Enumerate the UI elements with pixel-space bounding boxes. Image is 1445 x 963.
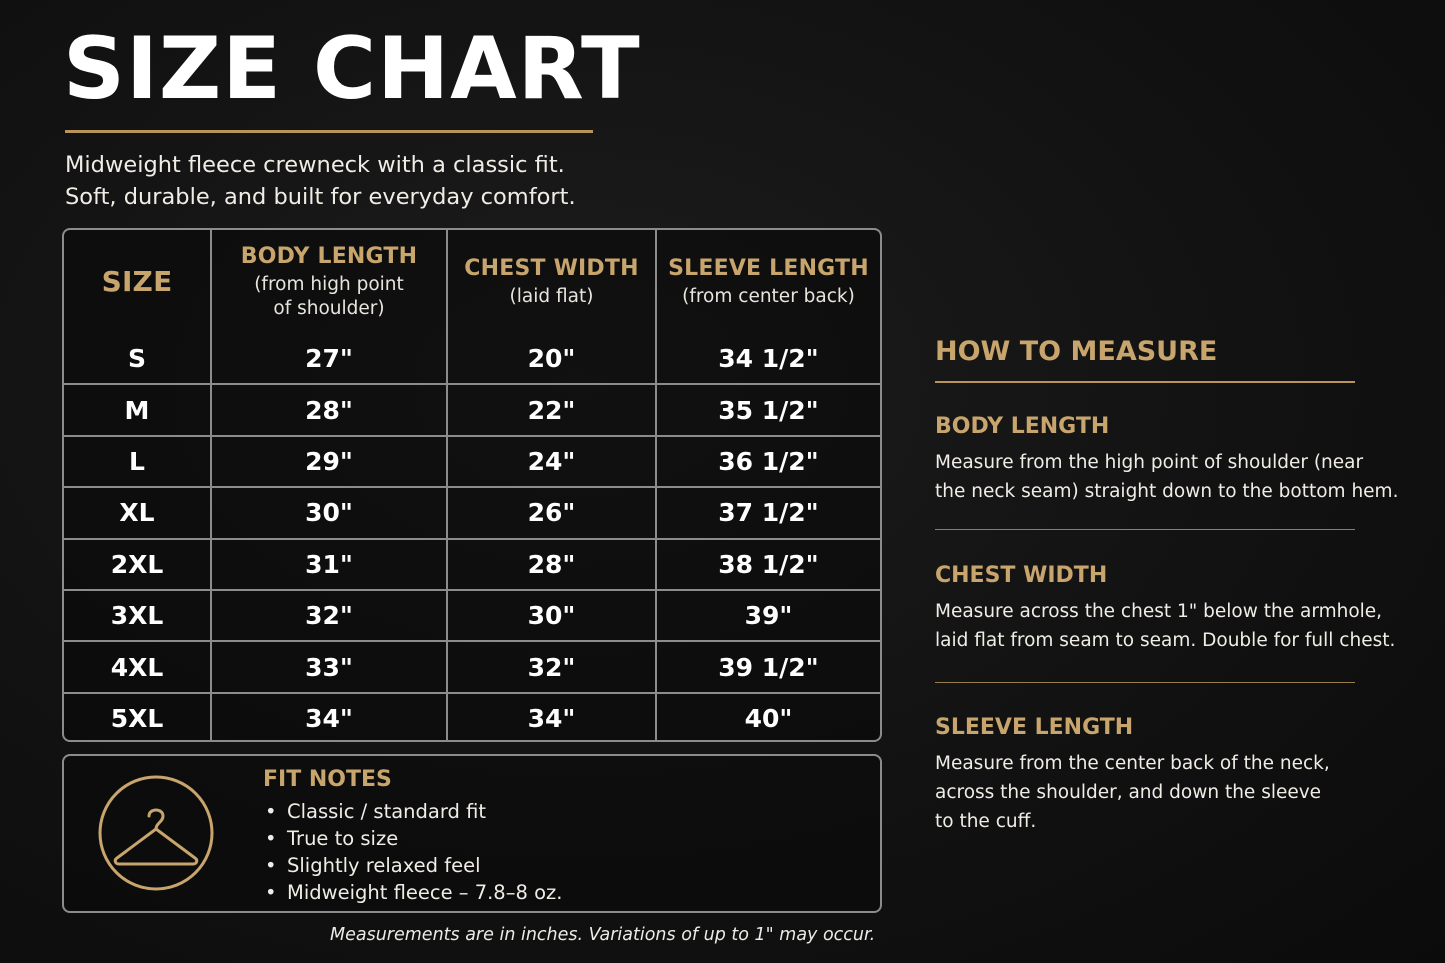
measure-text-body-length: Measure from the high point of shoulder (near the neck seam) straight down to the bottom hem. (935, 452, 1399, 502)
subtitle (65, 149, 685, 213)
fit-notes-title: FIT NOTES (263, 767, 392, 792)
fit-notes-box (62, 754, 882, 913)
cell-sleeve-length: 35 1/2" (656, 384, 880, 435)
measure-heading-body-length: BODY LENGTH (935, 414, 1110, 439)
cell-chest-width: 26" (447, 487, 656, 538)
header-sleeve-length-note: (from center back) (682, 285, 855, 307)
table-header-row (64, 230, 880, 333)
hanger-icon (97, 774, 215, 892)
cell-body-length: 32" (211, 590, 447, 641)
cell-chest-width: 30" (447, 590, 656, 641)
table-row (64, 384, 880, 435)
cell-chest-width: 22" (447, 384, 656, 435)
cell-size: M (64, 384, 211, 435)
measure-heading-sleeve-length: SLEEVE LENGTH (935, 715, 1134, 740)
list-item: • Midweight fleece – 7.8–8 oz. (263, 879, 562, 906)
cell-sleeve-length: 37 1/2" (656, 487, 880, 538)
cell-body-length: 28" (211, 384, 447, 435)
how-to-measure-underline (935, 381, 1355, 383)
cell-size: 2XL (64, 539, 211, 590)
cell-sleeve-length: 36 1/2" (656, 436, 880, 487)
header-size-label: SIZE (101, 264, 173, 298)
cell-body-length: 30" (211, 487, 447, 538)
header-size (64, 230, 211, 333)
cell-sleeve-length: 34 1/2" (656, 333, 880, 384)
subtitle-line-2: Soft, durable, and built for everyday comfort. (65, 184, 576, 210)
cell-chest-width: 32" (447, 641, 656, 692)
measure-text-sleeve-length: Measure from the center back of the neck, across the shoulder, and down the sleeve to the cuff. (935, 753, 1330, 832)
header-sleeve-length (656, 230, 880, 333)
title-underline (65, 130, 593, 133)
header-chest-width (447, 230, 656, 333)
table-row (64, 693, 880, 742)
list-item: • Slightly relaxed feel (263, 852, 562, 879)
cell-size: L (64, 436, 211, 487)
table-row (64, 590, 880, 641)
size-table (62, 228, 882, 742)
list-item: • True to size (263, 825, 562, 852)
measurement-footnote: Measurements are in inches. Variations of up to 1" may occur. (330, 925, 876, 945)
cell-sleeve-length: 39 1/2" (656, 641, 880, 692)
cell-body-length: 27" (211, 333, 447, 384)
header-body-length-note: (from high point of shoulder) (254, 273, 404, 319)
divider (935, 682, 1355, 683)
header-sleeve-length-label: SLEEVE LENGTH (668, 255, 869, 281)
header-chest-width-note: (laid flat) (509, 285, 594, 307)
cell-chest-width: 20" (447, 333, 656, 384)
fit-notes-list (263, 798, 562, 906)
table-row (64, 436, 880, 487)
page-title: SIZE CHART (63, 19, 641, 119)
cell-size: S (64, 333, 211, 384)
header-body-length-label: BODY LENGTH (240, 243, 418, 269)
table-row (64, 641, 880, 692)
how-to-measure-title: HOW TO MEASURE (935, 336, 1218, 367)
cell-body-length: 31" (211, 539, 447, 590)
cell-size: 3XL (64, 590, 211, 641)
cell-sleeve-length: 39" (656, 590, 880, 641)
cell-sleeve-length: 40" (744, 704, 793, 734)
cell-body-length: 29" (211, 436, 447, 487)
cell-size: 5XL (64, 693, 211, 742)
cell-sleeve-length: 38 1/2" (656, 539, 880, 590)
list-item: • Classic / standard fit (263, 798, 562, 825)
header-chest-width-label: CHEST WIDTH (464, 255, 639, 281)
subtitle-line-1: Midweight fleece crewneck with a classic fit. (65, 152, 565, 178)
header-body-length (211, 230, 447, 333)
table-row (64, 333, 880, 384)
measure-heading-chest-width: CHEST WIDTH (935, 563, 1108, 588)
cell-body-length: 33" (211, 641, 447, 692)
cell-chest-width: 28" (447, 539, 656, 590)
cell-body-length: 34" (211, 693, 447, 742)
cell-size: 4XL (64, 641, 211, 692)
cell-chest-width: 34" (447, 693, 656, 742)
table-row (64, 539, 880, 590)
cell-size: XL (64, 487, 211, 538)
cell-chest-width: 24" (447, 436, 656, 487)
table-row (64, 487, 880, 538)
divider (935, 529, 1355, 530)
measure-text-chest-width: Measure across the chest 1" below the armhole, laid flat from seam to seam. Double for full chest. (935, 601, 1396, 651)
